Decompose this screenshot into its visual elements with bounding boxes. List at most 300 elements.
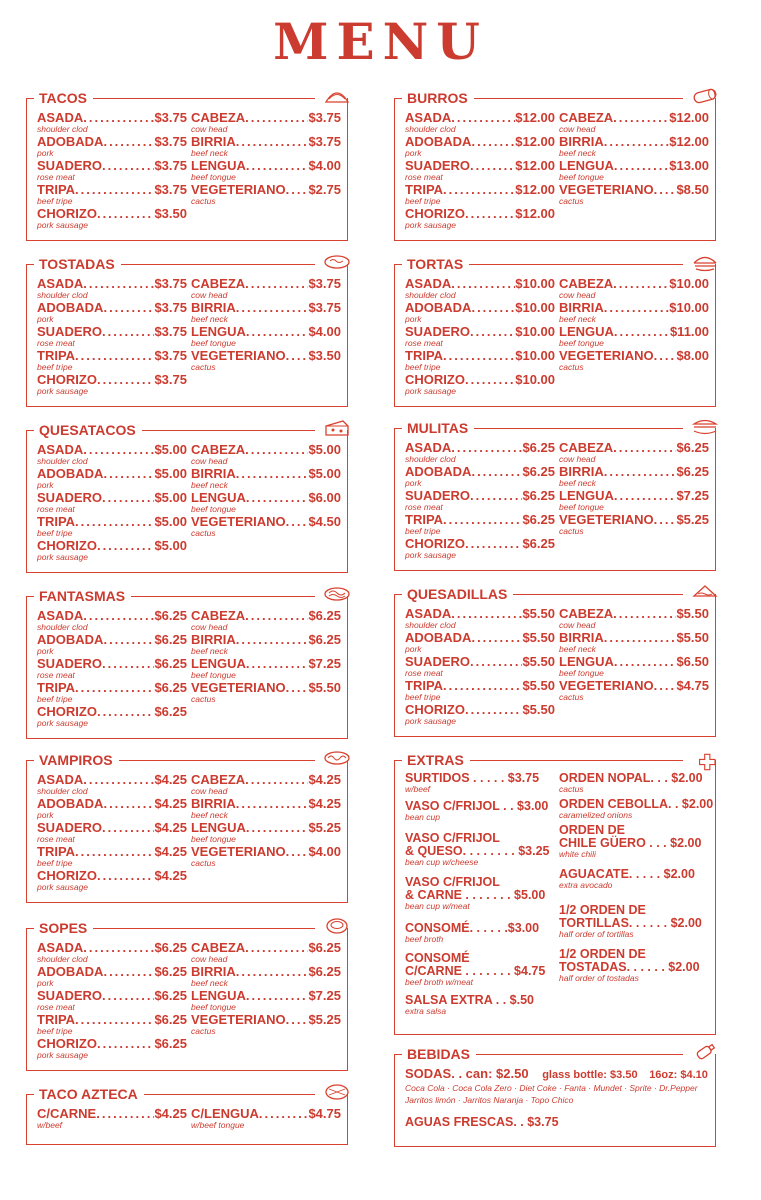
menu-item — [559, 488, 709, 512]
item-name: LENGUA — [559, 488, 614, 503]
aguas-frescas: AGUAS FRESCAS. . $3.75 — [405, 1115, 559, 1129]
menu-item — [37, 868, 187, 892]
item-name: SUADERO — [37, 988, 103, 1003]
item-price: $5.25 — [308, 1012, 341, 1027]
item-price: $12.00 — [515, 110, 555, 125]
item-description: shoulder clod — [405, 620, 456, 630]
menu-column-right — [191, 772, 341, 868]
menu-column-right — [559, 606, 709, 702]
menu-item — [191, 656, 341, 680]
item-name: BIRRIA — [191, 964, 236, 979]
item-name: CHORIZO — [37, 1036, 97, 1051]
item-description: pork — [37, 480, 54, 490]
menu-item — [405, 158, 555, 182]
menu-item — [405, 702, 555, 726]
extra-item — [559, 798, 713, 820]
menu-item — [405, 182, 555, 206]
item-name: TRIPA — [37, 680, 76, 695]
item-price: $5.00 — [308, 442, 341, 457]
extra-description: beef broth w/meat — [405, 977, 474, 987]
item-name: VEGETERIANO — [191, 1012, 286, 1027]
item-name: TRIPA — [37, 1012, 76, 1027]
item-name: ASADA — [37, 442, 84, 457]
menu-item — [191, 844, 341, 868]
item-description: beef tongue — [191, 670, 236, 680]
item-description: cactus — [559, 526, 584, 536]
item-description: cactus — [191, 528, 216, 538]
menu-item — [191, 940, 341, 964]
item-name: SUADERO — [37, 490, 103, 505]
extra-description: white chili — [559, 849, 596, 859]
item-price: $5.00 — [154, 442, 187, 457]
item-price: $6.25 — [522, 512, 555, 527]
menu-item — [37, 348, 187, 372]
item-price: $5.50 — [522, 630, 555, 645]
item-price: $4.00 — [308, 844, 341, 859]
item-name: TRIPA — [37, 514, 76, 529]
item-description: beef tongue — [191, 338, 236, 348]
item-name: CABEZA — [559, 440, 614, 455]
item-name: BIRRIA — [191, 466, 236, 481]
item-description: beef neck — [191, 978, 228, 988]
item-name: CHORIZO — [37, 704, 97, 719]
menu-item — [37, 796, 187, 820]
item-name: SUADERO — [405, 158, 471, 173]
menu-item — [559, 630, 709, 654]
item-description: cactus — [559, 196, 584, 206]
item-name: TRIPA — [405, 182, 444, 197]
extra-item — [405, 800, 548, 822]
item-name: ADOBADA — [37, 964, 104, 979]
item-price: $5.00 — [154, 466, 187, 481]
bottle-icon — [691, 1042, 719, 1062]
extra-name-price: VASO C/FRIJOL . . $3.00 — [405, 799, 549, 813]
extra-item — [405, 832, 550, 867]
item-name: VEGETERIANO — [559, 512, 654, 527]
menu-item — [37, 466, 187, 490]
menu-item — [191, 796, 341, 820]
item-description: rose meat — [37, 504, 75, 514]
item-name: CABEZA — [191, 110, 246, 125]
item-price: $4.25 — [154, 1106, 187, 1121]
menu-item — [559, 440, 709, 464]
extra-description: extra salsa — [405, 1006, 447, 1016]
item-price: $6.25 — [154, 704, 187, 719]
menu-item — [37, 632, 187, 656]
extra-description: bean cup w/meat — [405, 901, 470, 911]
item-description: beef neck — [191, 810, 228, 820]
item-name: ADOBADA — [405, 134, 472, 149]
menu-item — [191, 632, 341, 656]
item-name: VEGETERIANO — [191, 844, 286, 859]
extra-item — [405, 952, 545, 987]
item-description: pork sausage — [405, 550, 457, 560]
item-description: beef neck — [191, 480, 228, 490]
menu-item — [405, 324, 555, 348]
item-price: $6.25 — [154, 656, 187, 671]
item-price: $5.00 — [154, 490, 187, 505]
menu-item — [37, 206, 187, 230]
item-name: BIRRIA — [191, 796, 236, 811]
item-price: $5.50 — [676, 606, 709, 621]
menu-item — [37, 1012, 187, 1036]
tostada-icon — [323, 252, 351, 272]
item-description: beef tripe — [405, 196, 441, 206]
menu-column-right — [191, 442, 341, 538]
menu-item — [405, 654, 555, 678]
mulita-icon — [691, 416, 719, 436]
extra-name-price: ORDEN NOPAL. . . $2.00 — [559, 771, 703, 785]
extra-description: bean cup — [405, 812, 440, 822]
menu-item — [37, 1036, 187, 1060]
item-price: $5.50 — [676, 630, 709, 645]
item-price: $3.75 — [154, 372, 187, 387]
section-extras — [394, 752, 716, 1035]
menu-item — [559, 134, 709, 158]
item-name: TRIPA — [37, 348, 76, 363]
menu-column-left — [37, 110, 187, 230]
section-sopes — [26, 920, 348, 1071]
item-description: cow head — [191, 954, 228, 964]
menu-item — [37, 772, 187, 796]
item-description: cow head — [191, 456, 228, 466]
menu-item — [559, 348, 709, 372]
item-description: w/beef — [37, 1120, 63, 1130]
item-name: LENGUA — [191, 490, 246, 505]
section-bebidas — [394, 1046, 716, 1147]
azteca-icon — [323, 1082, 351, 1102]
item-description: cactus — [191, 694, 216, 704]
item-description: beef neck — [191, 148, 228, 158]
item-description: shoulder clod — [405, 290, 456, 300]
menu-item — [405, 606, 555, 630]
extra-description: caramelized onions — [559, 810, 633, 820]
item-name: LENGUA — [191, 324, 246, 339]
extra-item — [559, 824, 701, 859]
item-price: $5.25 — [676, 512, 709, 527]
item-price: $12.00 — [669, 134, 709, 149]
soda-brands: Coca Cola · Coca Cola Zero · Diet Coke · Fanta · Mundet · Sprite · Dr.Pepper — [405, 1083, 698, 1093]
item-name: SUADERO — [405, 324, 471, 339]
menu-column-left — [405, 276, 555, 396]
item-description: beef neck — [191, 314, 228, 324]
menu-column-left — [37, 940, 187, 1060]
extra-description: half order of tortillas — [559, 929, 634, 939]
menu-item — [559, 324, 709, 348]
item-description: shoulder clod — [37, 456, 88, 466]
menu-column-right — [559, 276, 709, 372]
menu-item — [37, 820, 187, 844]
menu-column-left — [405, 606, 555, 726]
item-price: $4.25 — [154, 796, 187, 811]
menu-item — [37, 110, 187, 134]
menu-item — [191, 1012, 341, 1036]
item-description: pork — [37, 810, 54, 820]
extra-item — [559, 948, 700, 983]
item-description: rose meat — [37, 834, 75, 844]
item-price: $12.00 — [669, 110, 709, 125]
menu-item — [37, 988, 187, 1012]
menu-item — [559, 158, 709, 182]
menu-item — [191, 134, 341, 158]
extra-description: beef broth — [405, 934, 444, 944]
item-name: ADOBADA — [37, 134, 104, 149]
menu-item — [37, 490, 187, 514]
item-price: $5.50 — [522, 678, 555, 693]
item-name: CHORIZO — [405, 206, 465, 221]
item-description: cactus — [191, 196, 216, 206]
item-name: TRIPA — [37, 844, 76, 859]
item-price: $10.00 — [669, 276, 709, 291]
item-description: cactus — [559, 692, 584, 702]
item-price: $10.00 — [515, 348, 555, 363]
item-name: SUADERO — [405, 654, 471, 669]
extra-description: bean cup w/cheese — [405, 857, 479, 867]
menu-column-right — [191, 276, 341, 372]
item-name: CABEZA — [191, 772, 246, 787]
item-name: BIRRIA — [559, 134, 604, 149]
item-name: ASADA — [37, 276, 84, 291]
item-price: $3.75 — [154, 348, 187, 363]
section-title: MULITAS — [405, 420, 474, 436]
item-price: $3.75 — [154, 110, 187, 125]
menu-item — [559, 464, 709, 488]
item-price: $3.50 — [154, 206, 187, 221]
section-mulitas — [394, 420, 716, 571]
extra-description: extra avocado — [559, 880, 613, 890]
menu-item — [37, 844, 187, 868]
menu-item — [559, 300, 709, 324]
extra-item — [405, 922, 539, 944]
item-name: CABEZA — [559, 606, 614, 621]
extra-description: w/beef — [405, 784, 431, 794]
section-taco-azteca — [26, 1086, 348, 1145]
item-name: ASADA — [405, 440, 452, 455]
item-description: rose meat — [37, 1002, 75, 1012]
menu-column-left — [37, 276, 187, 396]
item-description: beef tripe — [405, 362, 441, 372]
item-name: C/CARNE — [37, 1106, 97, 1121]
extra-description: half order of tostadas — [559, 973, 639, 983]
menu-item — [37, 442, 187, 466]
item-price: $5.00 — [308, 466, 341, 481]
item-price: $7.25 — [676, 488, 709, 503]
item-name: CABEZA — [559, 276, 614, 291]
extra-description: cactus — [559, 784, 584, 794]
item-name: BIRRIA — [559, 630, 604, 645]
item-price: $10.00 — [515, 372, 555, 387]
section-fantasmas — [26, 588, 348, 739]
item-name: SUADERO — [37, 158, 103, 173]
item-description: cow head — [191, 786, 228, 796]
extra-name-price: SURTIDOS . . . . . $3.75 — [405, 771, 540, 785]
menu-item — [191, 964, 341, 988]
menu-item — [191, 820, 341, 844]
menu-column-right — [191, 110, 341, 206]
menu-column-right — [559, 110, 709, 206]
item-description: beef tongue — [559, 172, 604, 182]
item-price: $5.25 — [308, 820, 341, 835]
item-price: $4.25 — [154, 820, 187, 835]
item-price: $8.50 — [676, 182, 709, 197]
item-name: LENGUA — [191, 656, 246, 671]
section-quesatacos — [26, 422, 348, 573]
item-description: beef neck — [559, 644, 596, 654]
menu-item — [191, 1106, 341, 1130]
menu-item — [405, 134, 555, 158]
item-name: ASADA — [37, 940, 84, 955]
menu-column-left — [37, 1106, 187, 1130]
item-name: CABEZA — [191, 442, 246, 457]
item-description: beef tripe — [37, 694, 73, 704]
item-name: ASADA — [37, 772, 84, 787]
item-description: cow head — [191, 622, 228, 632]
item-name: CABEZA — [191, 608, 246, 623]
item-description: pork sausage — [37, 220, 89, 230]
item-name: C/LENGUA — [191, 1106, 259, 1121]
item-description: shoulder clod — [37, 124, 88, 134]
menu-title: MENU — [273, 12, 488, 71]
item-price: $5.00 — [154, 538, 187, 553]
item-price: $6.50 — [676, 654, 709, 669]
item-price: $6.25 — [154, 680, 187, 695]
item-description: beef tripe — [37, 362, 73, 372]
item-price: $6.25 — [154, 632, 187, 647]
item-description: beef neck — [191, 646, 228, 656]
item-price: $4.50 — [308, 514, 341, 529]
menu-item — [559, 654, 709, 678]
item-name: VEGETERIANO — [559, 678, 654, 693]
item-description: pork sausage — [37, 882, 89, 892]
menu-column-left — [37, 772, 187, 892]
section-title: FANTASMAS — [37, 588, 131, 604]
item-name: SUADERO — [37, 820, 103, 835]
item-description: cactus — [191, 1026, 216, 1036]
menu-item — [405, 348, 555, 372]
item-description: pork sausage — [37, 1050, 89, 1060]
item-description: rose meat — [405, 172, 443, 182]
soda-brands-2: Jarritos limón · Jarritos Naranja · Topo Chico — [405, 1095, 574, 1105]
menu-column-left — [37, 608, 187, 728]
menu-item — [37, 964, 187, 988]
item-name: ADOBADA — [37, 466, 104, 481]
item-description: beef neck — [559, 148, 596, 158]
menu-item — [37, 182, 187, 206]
section-title: VAMPIROS — [37, 752, 119, 768]
item-price: $7.25 — [308, 656, 341, 671]
item-price: $12.00 — [515, 158, 555, 173]
item-price: $6.25 — [308, 608, 341, 623]
taco-icon — [323, 86, 351, 106]
item-name: TRIPA — [37, 182, 76, 197]
item-price: $3.75 — [308, 110, 341, 125]
menu-item — [191, 182, 341, 206]
menu-item — [405, 276, 555, 300]
item-price: $5.50 — [308, 680, 341, 695]
item-description: beef tripe — [405, 526, 441, 536]
item-description: rose meat — [37, 338, 75, 348]
item-name: ADOBADA — [405, 630, 472, 645]
item-description: w/beef tongue — [191, 1120, 245, 1130]
menu-item — [37, 514, 187, 538]
item-name: LENGUA — [559, 158, 614, 173]
menu-item — [559, 110, 709, 134]
menu-item — [405, 488, 555, 512]
menu-item — [405, 464, 555, 488]
item-name: SUADERO — [37, 324, 103, 339]
extra-name-price: VASO C/FRIJOL & CARNE . . . . . . . $5.00 — [405, 875, 546, 902]
item-price: $6.25 — [308, 940, 341, 955]
section-title: SOPES — [37, 920, 93, 936]
item-description: cow head — [191, 124, 228, 134]
item-price: $6.00 — [308, 490, 341, 505]
item-name: ADOBADA — [405, 300, 472, 315]
menu-column-left — [405, 110, 555, 230]
menu-item — [559, 678, 709, 702]
item-name: VEGETERIANO — [191, 182, 286, 197]
item-price: $6.25 — [676, 440, 709, 455]
extra-name-price: VASO C/FRIJOL & QUESO. . . . . . . . $3.25 — [405, 831, 550, 858]
item-name: LENGUA — [559, 324, 614, 339]
menu-item — [37, 608, 187, 632]
extra-name-price: AGUACATE. . . . . $2.00 — [559, 867, 695, 881]
section-title: TACO AZTECA — [37, 1086, 144, 1102]
item-price: $10.00 — [515, 324, 555, 339]
item-name: ASADA — [405, 276, 452, 291]
item-description: rose meat — [405, 502, 443, 512]
item-name: LENGUA — [559, 654, 614, 669]
menu-column-left — [405, 440, 555, 560]
sodas-16oz-price: 16oz: $4.10 — [649, 1069, 708, 1081]
section-title: EXTRAS — [405, 752, 470, 768]
extra-item — [559, 772, 703, 794]
item-description: pork sausage — [37, 386, 89, 396]
item-name: CHORIZO — [405, 372, 465, 387]
menu-item — [37, 372, 187, 396]
item-name: ASADA — [405, 110, 452, 125]
menu-item — [405, 678, 555, 702]
section-tostadas — [26, 256, 348, 407]
section-tortas — [394, 256, 716, 407]
item-price: $13.00 — [669, 158, 709, 173]
item-price: $6.25 — [522, 488, 555, 503]
item-name: VEGETERIANO — [559, 182, 654, 197]
item-price: $4.25 — [308, 772, 341, 787]
item-price: $3.75 — [154, 158, 187, 173]
item-name: ADOBADA — [37, 632, 104, 647]
menu-item — [191, 442, 341, 466]
extra-item — [559, 868, 695, 890]
item-name: BIRRIA — [191, 632, 236, 647]
item-price: $6.25 — [154, 988, 187, 1003]
item-name: CABEZA — [559, 110, 614, 125]
section-title: BURROS — [405, 90, 474, 106]
item-name: SUADERO — [405, 488, 471, 503]
item-description: beef tripe — [37, 858, 73, 868]
menu-column-right — [191, 1106, 341, 1130]
item-description: beef tongue — [191, 834, 236, 844]
item-price: $6.25 — [154, 608, 187, 623]
cheese-icon — [323, 418, 351, 438]
menu-item — [191, 324, 341, 348]
torta-icon — [691, 252, 719, 272]
menu-item — [37, 940, 187, 964]
item-name: CHORIZO — [37, 206, 97, 221]
menu-item — [191, 772, 341, 796]
extra-item — [405, 772, 539, 794]
menu-column-right — [191, 940, 341, 1036]
item-price: $10.00 — [669, 300, 709, 315]
